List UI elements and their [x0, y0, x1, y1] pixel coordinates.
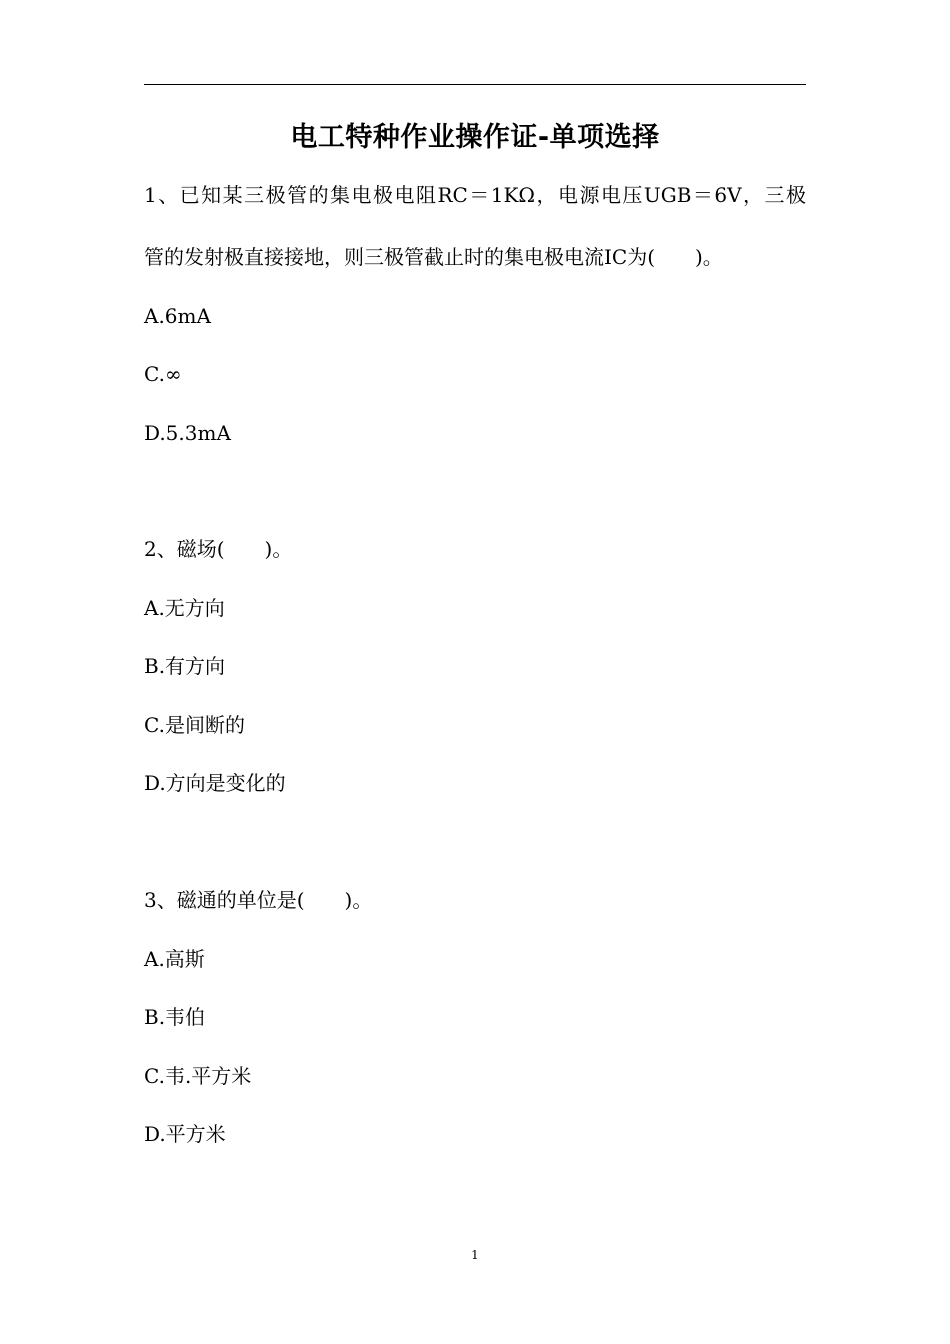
question-2-option-b: B.有方向	[144, 654, 226, 678]
question-2-option-d: D.方向是变化的	[144, 771, 286, 795]
question-1-stem-line-2: 管的发射极直接接地，则三极管截止时的集电极电流IC为( )。	[144, 245, 723, 269]
question-3-option-d: D.平方米	[144, 1122, 226, 1146]
question-3-option-b: B.韦伯	[144, 1005, 206, 1029]
question-3-option-a: A.高斯	[144, 947, 205, 971]
header-rule	[144, 84, 806, 85]
question-1-stem-line-1: 1、已知某三极管的集电极电阻RC＝1KΩ，电源电压UGB＝6V，三极	[144, 183, 806, 207]
page-number: 1	[471, 1248, 479, 1262]
question-1-option-c: C.∞	[144, 362, 182, 386]
question-2-option-c: C.是间断的	[144, 713, 245, 737]
question-1-option-d: D.5.3mA	[144, 421, 231, 445]
question-3-option-c: C.韦.平方米	[144, 1064, 252, 1088]
question-2-option-a: A.无方向	[144, 596, 225, 620]
question-1-option-a: A.6mA	[144, 304, 211, 328]
document-title: 电工特种作业操作证-单项选择	[290, 122, 660, 153]
question-3-stem: 3、磁通的单位是( )。	[144, 888, 373, 912]
question-2-stem: 2、磁场( )。	[144, 537, 293, 561]
